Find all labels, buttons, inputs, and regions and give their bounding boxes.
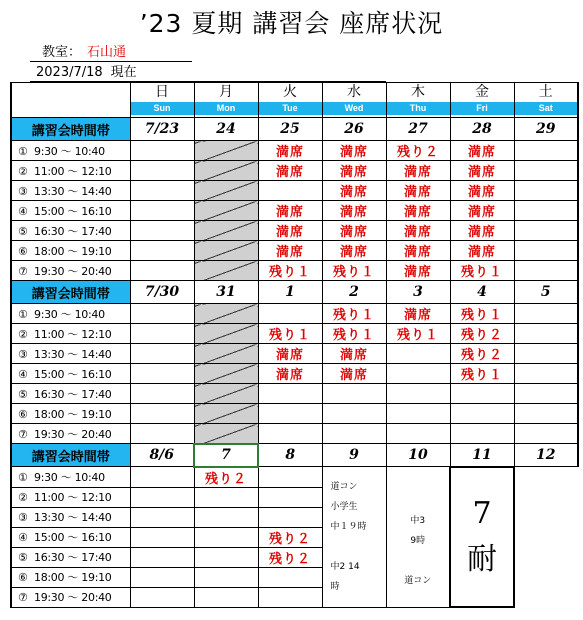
time-slot-row xyxy=(11,344,578,364)
slot-time: 19:30 〜 20:40 xyxy=(34,427,112,441)
time-slot-row xyxy=(11,404,578,424)
blocked-cell[interactable] xyxy=(194,324,258,344)
time-slot-label xyxy=(11,261,130,281)
blocked-cell[interactable] xyxy=(194,424,258,444)
time-slot-label xyxy=(11,467,130,488)
seat-status-cell[interactable] xyxy=(130,221,194,241)
seat-status-cell[interactable]: 残り１ xyxy=(450,364,514,384)
blocked-cell[interactable] xyxy=(194,141,258,161)
note-line: 9時 xyxy=(410,536,426,546)
slot-number: ⑤ xyxy=(18,224,28,238)
time-slot-row xyxy=(11,201,578,221)
classroom-name: 石山通 xyxy=(87,45,127,60)
date-cell[interactable]: 7/30 xyxy=(130,281,194,304)
seat-status-cell[interactable]: 残り２ xyxy=(386,141,450,161)
seat-status-cell[interactable]: 残り１ xyxy=(450,304,514,324)
note-char: 7 xyxy=(472,495,492,531)
seat-status-cell[interactable]: 満席 xyxy=(450,241,514,261)
note-line: 中１９時 xyxy=(330,522,367,532)
slot-time: 18:00 〜 19:10 xyxy=(34,571,112,584)
blocked-cell[interactable] xyxy=(194,261,258,281)
week-date-row xyxy=(11,444,578,467)
slot-number: ④ xyxy=(18,531,28,544)
seat-status-cell[interactable] xyxy=(322,424,386,444)
seat-status-cell[interactable] xyxy=(258,507,322,527)
blocked-cell[interactable] xyxy=(194,304,258,324)
seat-status-cell[interactable] xyxy=(130,404,194,424)
seat-status-cell[interactable] xyxy=(130,527,194,547)
time-slot-row xyxy=(11,384,578,404)
seat-status-cell[interactable]: 満席 xyxy=(258,344,322,364)
weekday-english: Fri xyxy=(451,102,514,115)
seat-status-cell[interactable] xyxy=(130,467,194,488)
time-slot-label xyxy=(11,547,130,567)
time-slot-label xyxy=(11,424,130,444)
slot-time: 19:30 〜 20:40 xyxy=(34,264,112,278)
weekday-header-row xyxy=(11,83,578,118)
seat-status-cell[interactable] xyxy=(450,404,514,424)
time-slot-row xyxy=(11,161,578,181)
weekday-kanji: 土 xyxy=(538,84,553,100)
seat-status-cell[interactable] xyxy=(386,424,450,444)
seat-status-cell[interactable]: 満席 xyxy=(258,241,322,261)
as-of-line xyxy=(30,61,386,82)
time-slot-label xyxy=(11,304,130,324)
time-slot-label xyxy=(11,344,130,364)
weekday-kanji: 水 xyxy=(347,84,361,100)
as-of-suffix: 現在 xyxy=(110,65,137,80)
slot-time: 11:00 〜 12:10 xyxy=(34,327,112,341)
time-slot-row xyxy=(11,364,578,384)
date-cell[interactable]: 4 xyxy=(450,281,514,304)
time-band-label: 講習会時間帯 xyxy=(11,444,130,467)
seat-status-cell[interactable]: 満席 xyxy=(450,221,514,241)
time-slot-label xyxy=(11,241,130,261)
seat-status-cell[interactable] xyxy=(514,241,578,261)
seat-status-cell[interactable] xyxy=(130,181,194,201)
seat-status-cell[interactable]: 残り１ xyxy=(258,261,322,281)
seat-status-cell[interactable] xyxy=(386,364,450,384)
slot-time: 16:30 〜 17:40 xyxy=(34,224,112,238)
seat-status-cell[interactable]: 残り１ xyxy=(322,304,386,324)
slot-number: ⑦ xyxy=(18,591,28,604)
slot-time: 19:30 〜 20:40 xyxy=(34,591,112,604)
weekday-kanji: 木 xyxy=(411,84,425,100)
date-cell[interactable]: 8 xyxy=(258,444,322,467)
weekday-english: Mon xyxy=(195,102,258,115)
slot-number: ② xyxy=(18,164,28,178)
slot-number: ④ xyxy=(18,204,28,218)
time-slot-label xyxy=(11,141,130,161)
classroom-line xyxy=(30,41,192,62)
time-slot-label xyxy=(11,161,130,181)
seat-status-cell[interactable] xyxy=(514,384,578,404)
slot-number: ③ xyxy=(18,347,28,361)
header-corner xyxy=(11,83,130,118)
seat-status-cell[interactable]: 残り１ xyxy=(322,324,386,344)
seat-status-cell[interactable] xyxy=(514,364,578,384)
note-line: 中3 xyxy=(410,516,426,526)
seat-status-cell[interactable]: 満席 xyxy=(386,201,450,221)
thursday-note-cell xyxy=(322,467,386,608)
seat-status-cell[interactable] xyxy=(130,424,194,444)
seat-status-cell[interactable]: 満席 xyxy=(322,181,386,201)
note-line: 中2 14 xyxy=(330,562,360,572)
seat-status-cell[interactable]: 残り１ xyxy=(322,261,386,281)
seat-status-cell[interactable]: 満席 xyxy=(450,181,514,201)
time-slot-label xyxy=(11,404,130,424)
slot-time: 15:00 〜 16:10 xyxy=(34,204,112,218)
weekday-kanji: 月 xyxy=(219,84,233,100)
slot-number: ① xyxy=(18,144,28,158)
seat-status-cell[interactable] xyxy=(386,384,450,404)
friday-note-cell xyxy=(386,467,450,608)
slot-number: ⑤ xyxy=(18,551,28,564)
slot-number: ② xyxy=(18,491,28,504)
slot-number: ⑦ xyxy=(18,427,28,441)
seat-status-cell[interactable] xyxy=(130,507,194,527)
slot-number: ② xyxy=(18,327,28,341)
seat-status-cell[interactable] xyxy=(130,141,194,161)
date-cell[interactable]: 2 xyxy=(322,281,386,304)
note-line: 小学生 xyxy=(330,502,358,512)
seat-status-cell[interactable] xyxy=(514,344,578,364)
classroom-label: 教室： xyxy=(42,45,82,60)
weekday-english: Sun xyxy=(131,102,194,115)
seat-status-cell[interactable]: 満席 xyxy=(322,221,386,241)
time-slot-row xyxy=(11,424,578,444)
date-cell[interactable]: 24 xyxy=(194,118,258,141)
seat-status-cell[interactable] xyxy=(130,344,194,364)
slot-time: 16:30 〜 17:40 xyxy=(34,551,112,564)
seat-status-cell[interactable] xyxy=(130,547,194,567)
time-slot-row xyxy=(11,141,578,161)
weekday-english: Sat xyxy=(515,102,578,115)
seat-status-cell[interactable] xyxy=(386,404,450,424)
page-title: ’23 夏期 講習会 座席状況 xyxy=(139,9,444,38)
seat-status-cell[interactable]: 満席 xyxy=(258,161,322,181)
time-slot-row xyxy=(11,467,578,488)
seat-status-cell[interactable] xyxy=(514,181,578,201)
seat-status-cell[interactable]: 満席 xyxy=(258,364,322,384)
time-slot-row xyxy=(11,241,578,261)
seat-status-cell[interactable] xyxy=(258,384,322,404)
time-slot-row xyxy=(11,304,578,324)
seat-status-cell[interactable]: 満席 xyxy=(258,201,322,221)
slot-number: ③ xyxy=(18,511,28,524)
seat-status-cell[interactable] xyxy=(258,404,322,424)
seat-status-cell[interactable] xyxy=(194,547,258,567)
date-cell[interactable]: 12 xyxy=(514,444,578,467)
note-line xyxy=(387,551,450,571)
time-slot-row xyxy=(11,181,578,201)
date-cell[interactable]: 26 xyxy=(322,118,386,141)
seat-status-cell[interactable]: 満席 xyxy=(450,141,514,161)
seat-status-cell[interactable] xyxy=(258,181,322,201)
weekday-kanji: 日 xyxy=(155,84,169,100)
time-slot-label xyxy=(11,507,130,527)
time-band-label: 講習会時間帯 xyxy=(11,281,130,304)
slot-number: ⑤ xyxy=(18,387,28,401)
date-cell[interactable]: 31 xyxy=(194,281,258,304)
blocked-cell[interactable] xyxy=(194,201,258,221)
seat-status-cell[interactable] xyxy=(258,424,322,444)
seat-status-cell[interactable]: 満席 xyxy=(450,161,514,181)
seat-status-cell[interactable] xyxy=(130,384,194,404)
time-slot-label xyxy=(11,487,130,507)
seat-status-cell[interactable]: 満席 xyxy=(386,221,450,241)
seat-status-cell[interactable]: 残り２ xyxy=(450,344,514,364)
seat-status-cell[interactable] xyxy=(130,201,194,221)
slot-number: ③ xyxy=(18,184,28,198)
slot-number: ⑦ xyxy=(18,264,28,278)
blocked-cell[interactable] xyxy=(194,384,258,404)
date-cell[interactable]: 29 xyxy=(514,118,578,141)
slot-time: 13:30 〜 14:40 xyxy=(34,347,112,361)
seat-status-cell[interactable] xyxy=(514,201,578,221)
slot-number: ① xyxy=(18,470,28,484)
blocked-cell[interactable] xyxy=(194,344,258,364)
week-date-row xyxy=(11,281,578,304)
weekday-kanji: 火 xyxy=(283,84,297,100)
seat-status-cell[interactable]: 満席 xyxy=(386,161,450,181)
seat-status-cell[interactable] xyxy=(194,567,258,587)
seat-status-cell[interactable] xyxy=(450,384,514,404)
time-slot-row xyxy=(11,221,578,241)
seat-status-cell[interactable] xyxy=(514,324,578,344)
seat-status-cell[interactable] xyxy=(130,304,194,324)
date-cell[interactable]: 7 xyxy=(194,444,258,467)
seat-status-cell[interactable] xyxy=(130,324,194,344)
slot-number: ⑥ xyxy=(18,244,28,258)
date-cell[interactable]: 28 xyxy=(450,118,514,141)
time-slot-label xyxy=(11,527,130,547)
blocked-cell[interactable] xyxy=(194,404,258,424)
seat-status-table xyxy=(10,82,579,608)
as-of-date: 2023/7/18 xyxy=(36,65,103,80)
seat-status-cell[interactable]: 満席 xyxy=(450,201,514,221)
slot-time: 13:30 〜 14:40 xyxy=(34,511,112,524)
slot-time: 15:00 〜 16:10 xyxy=(34,367,112,381)
time-slot-label xyxy=(11,567,130,587)
seat-status-cell[interactable] xyxy=(130,587,194,607)
date-cell[interactable]: 25 xyxy=(258,118,322,141)
seat-status-cell[interactable]: 満席 xyxy=(322,161,386,181)
time-slot-row xyxy=(11,324,578,344)
seat-status-cell[interactable] xyxy=(514,261,578,281)
seat-status-cell[interactable] xyxy=(130,261,194,281)
seat-status-cell[interactable] xyxy=(450,424,514,444)
weekday-header xyxy=(322,83,386,118)
time-slot-label xyxy=(11,324,130,344)
seat-status-cell[interactable] xyxy=(130,241,194,261)
blocked-cell[interactable] xyxy=(194,161,258,181)
slot-time: 9:30 〜 10:40 xyxy=(34,144,105,158)
seat-status-cell[interactable]: 残り２ xyxy=(258,527,322,547)
note-line xyxy=(331,537,382,557)
slot-time: 9:30 〜 10:40 xyxy=(34,307,105,321)
blocked-cell[interactable] xyxy=(194,221,258,241)
weekday-header xyxy=(450,83,514,118)
date-cell[interactable]: 3 xyxy=(386,281,450,304)
weekday-header xyxy=(258,83,322,118)
weekday-english: Thu xyxy=(387,102,450,115)
seat-status-cell[interactable] xyxy=(194,527,258,547)
blocked-cell[interactable] xyxy=(194,241,258,261)
slot-time: 13:30 〜 14:40 xyxy=(34,184,112,198)
seat-status-cell[interactable]: 満席 xyxy=(258,221,322,241)
blocked-cell[interactable] xyxy=(194,364,258,384)
seat-status-cell[interactable] xyxy=(514,424,578,444)
seat-status-cell[interactable]: 満席 xyxy=(322,241,386,261)
time-slot-label xyxy=(11,181,130,201)
blocked-cell[interactable] xyxy=(194,181,258,201)
time-slot-row xyxy=(11,261,578,281)
date-cell[interactable]: 11 xyxy=(450,444,514,467)
seat-status-cell[interactable]: 残り２ xyxy=(450,324,514,344)
seat-status-cell[interactable]: 満席 xyxy=(386,241,450,261)
seat-status-cell[interactable] xyxy=(194,507,258,527)
seat-status-cell[interactable] xyxy=(258,304,322,324)
note-char: 耐 xyxy=(467,541,497,577)
seat-status-cell[interactable] xyxy=(258,567,322,587)
weekday-header xyxy=(130,83,194,118)
seat-status-cell[interactable]: 満席 xyxy=(322,364,386,384)
seat-status-cell[interactable]: 満席 xyxy=(386,181,450,201)
slot-time: 18:00 〜 19:10 xyxy=(34,407,112,421)
week-date-row xyxy=(11,118,578,141)
seat-status-cell[interactable]: 残り１ xyxy=(258,324,322,344)
date-cell[interactable]: 5 xyxy=(514,281,578,304)
seat-status-cell[interactable]: 残り１ xyxy=(386,324,450,344)
slot-number: ④ xyxy=(18,367,28,381)
time-slot-label xyxy=(11,587,130,607)
seat-status-cell[interactable] xyxy=(386,344,450,364)
seat-status-cell[interactable]: 残り１ xyxy=(450,261,514,281)
weekday-kanji: 金 xyxy=(475,84,489,100)
weekday-header xyxy=(514,83,578,118)
seat-status-cell[interactable]: 満席 xyxy=(322,201,386,221)
note-line: 道コン xyxy=(404,576,432,586)
time-band-label: 講習会時間帯 xyxy=(11,118,130,141)
seat-status-cell[interactable] xyxy=(130,567,194,587)
time-slot-label xyxy=(11,364,130,384)
seat-status-cell[interactable]: 残り２ xyxy=(258,547,322,567)
seat-status-cell[interactable] xyxy=(258,467,322,488)
time-slot-label xyxy=(11,221,130,241)
seat-status-cell[interactable] xyxy=(322,404,386,424)
saturday-note-cell xyxy=(450,467,514,608)
slot-time: 18:00 〜 19:10 xyxy=(34,244,112,258)
slot-time: 15:00 〜 16:10 xyxy=(34,531,112,544)
date-cell[interactable]: 8/6 xyxy=(130,444,194,467)
seat-status-cell[interactable] xyxy=(258,487,322,507)
seat-status-cell[interactable]: 満席 xyxy=(322,141,386,161)
weekday-header xyxy=(386,83,450,118)
seat-status-cell[interactable] xyxy=(514,161,578,181)
slot-time: 9:30 〜 10:40 xyxy=(34,470,105,484)
seat-status-cell[interactable] xyxy=(130,364,194,384)
date-cell[interactable]: 1 xyxy=(258,281,322,304)
note-line: 時 xyxy=(330,582,340,592)
slot-number: ① xyxy=(18,307,28,321)
date-cell[interactable]: 9 xyxy=(322,444,386,467)
slot-time: 11:00 〜 12:10 xyxy=(34,491,112,504)
slot-number: ⑥ xyxy=(18,571,28,584)
slot-time: 16:30 〜 17:40 xyxy=(34,387,112,401)
seat-status-cell[interactable] xyxy=(194,587,258,607)
weekday-english: Tue xyxy=(259,102,322,115)
seat-status-cell[interactable] xyxy=(258,587,322,607)
seat-status-cell[interactable] xyxy=(514,404,578,424)
seat-status-cell[interactable]: 満席 xyxy=(386,304,450,324)
weekday-english: Wed xyxy=(323,102,386,115)
slot-time: 11:00 〜 12:10 xyxy=(34,164,112,178)
seat-status-cell[interactable] xyxy=(130,487,194,507)
seat-status-cell[interactable] xyxy=(514,141,578,161)
weekday-header xyxy=(194,83,258,118)
seat-status-cell[interactable] xyxy=(130,161,194,181)
seat-status-cell[interactable]: 満席 xyxy=(322,344,386,364)
date-cell[interactable]: 7/23 xyxy=(130,118,194,141)
seat-status-cell[interactable]: 満席 xyxy=(258,141,322,161)
seat-status-cell[interactable] xyxy=(194,487,258,507)
seat-status-cell[interactable]: 満席 xyxy=(386,261,450,281)
date-cell[interactable]: 27 xyxy=(386,118,450,141)
date-cell[interactable]: 10 xyxy=(386,444,450,467)
time-slot-label xyxy=(11,384,130,404)
seat-status-cell[interactable]: 残り２ xyxy=(194,467,258,488)
seat-status-cell[interactable] xyxy=(514,221,578,241)
seat-status-cell[interactable] xyxy=(322,384,386,404)
note-line: 道コン xyxy=(330,482,358,492)
time-slot-label xyxy=(11,201,130,221)
slot-number: ⑥ xyxy=(18,407,28,421)
seat-status-cell[interactable] xyxy=(514,304,578,324)
